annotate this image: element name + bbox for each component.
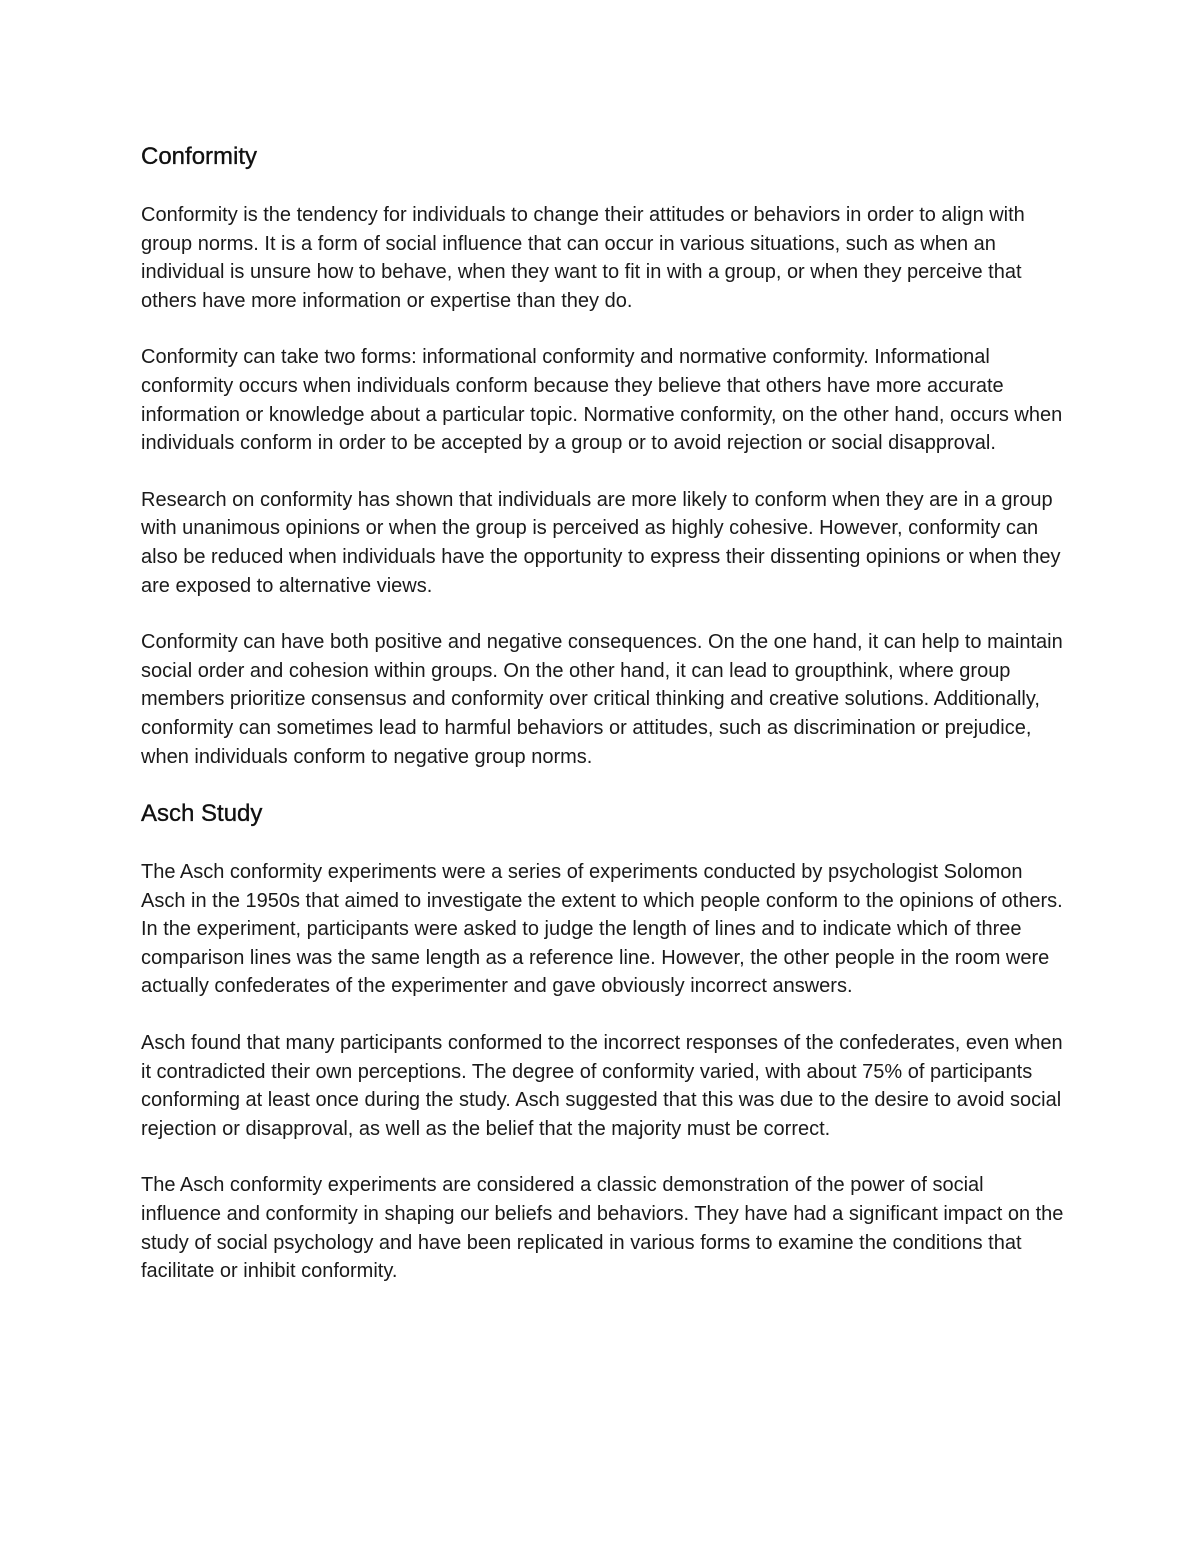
document-page xyxy=(141,140,1066,1286)
paragraph: The Asch conformity experiments were a series of experiments conducted by psychologist Solomon Asch in the 1950s that aimed to investigate the extent to which people conform to the opinions of others. In the experiment, participants were asked to judge the length of lines and to indicate which of three comparison lines was the same length as a reference line. However, the other people in the room were actually confederates of the experimenter and gave obviously incorrect answers. xyxy=(141,861,1063,998)
section-heading-asch-study: Asch Study xyxy=(141,800,263,828)
paragraph: Conformity can take two forms: informational conformity and normative conformity. Informational conformity occurs when individuals conform because they believe that others have more accurate information or knowledge about a particular topic. Normative conformity, on the other hand, occurs when individuals conform in order to be accepted by a group or to avoid rejection or social disapproval. xyxy=(141,346,1063,455)
paragraph: The Asch conformity experiments are considered a classic demonstration of the power of social influence and conformity in shaping our beliefs and behaviors. They have had a significant impact on the study of social psychology and have been replicated in various forms to examine the conditions that facilitate or inhibit conformity. xyxy=(141,1174,1064,1283)
paragraph: Conformity is the tendency for individuals to change their attitudes or behaviors in order to align with group norms. It is a form of social influence that can occur in various situations, such as when an individual is unsure how to behave, when they want to fit in with a group, or when they perceive that others have more information or expertise than they do. xyxy=(141,204,1025,312)
paragraph: Research on conformity has shown that individuals are more likely to conform when they are in a group with unanimous opinions or when the group is perceived as highly cohesive. However, conformity can also be reduced when individuals have the opportunity to express their dissenting opinions or when they are exposed to alternative views. xyxy=(141,488,1061,597)
paragraph: Conformity can have both positive and negative consequences. On the one hand, it can help to maintain social order and cohesion within groups. On the other hand, it can lead to groupthink, where group members prioritize consensus and conformity over critical thinking and creative solutions. Additionally, conformity can sometimes lead to harmful behaviors or attitudes, such as discrimination or prejudice, when individuals conform to negative group norms. xyxy=(141,631,1063,768)
paragraph: Asch found that many participants conformed to the incorrect responses of the confederates, even when it contradicted their own perceptions. The degree of conformity varied, with about 75% of participants conforming at least once during the study. Asch suggested that this was due to the desire to avoid social rejection or disapproval, as well as the belief that the majority must be correct. xyxy=(141,1032,1063,1140)
section-heading-conformity: Conformity xyxy=(141,143,258,170)
